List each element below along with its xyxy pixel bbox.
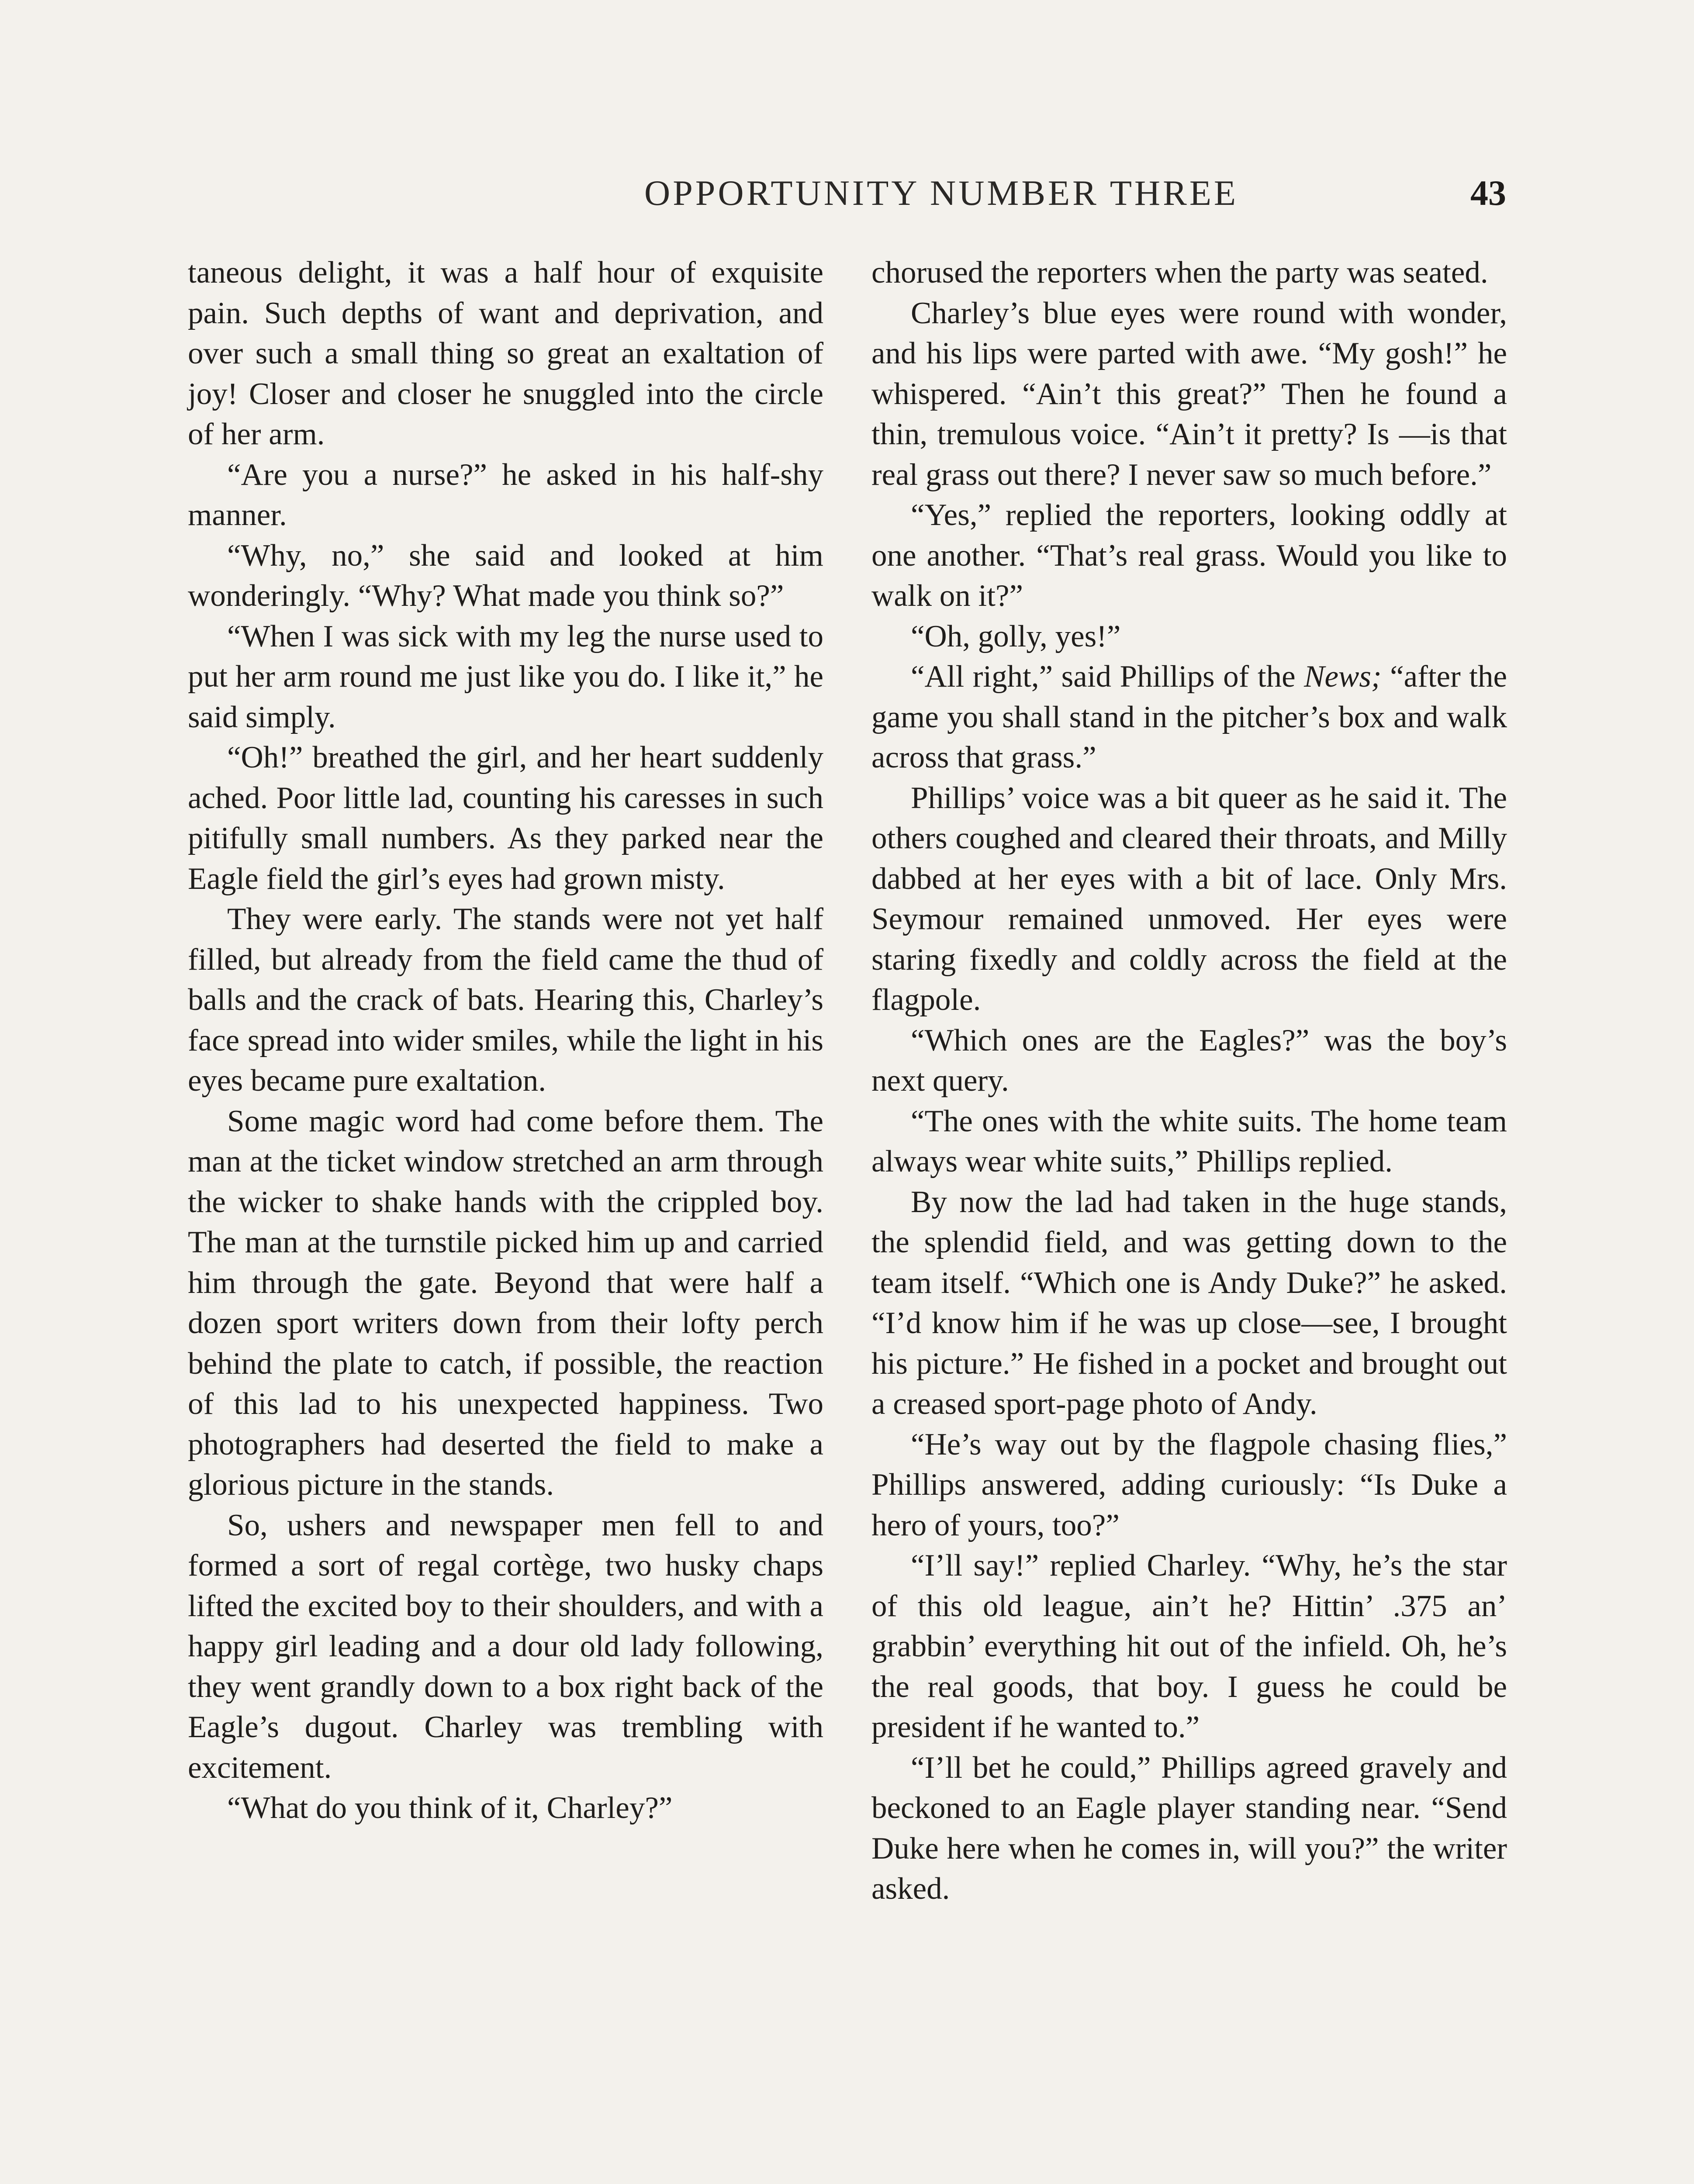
paragraph: “He’s way out by the flagpole chasing flies,” Phillips answered, adding curiously: “Is Duke a hero of yours, too?” xyxy=(871,1427,1507,1542)
paragraph: Phillips’ voice was a bit queer as he said it. The others coughed and cleared their throats, and Milly dabbed at her eyes with a bit of lace. Only Mrs. Seymour remained unmoved. Her eyes were staring fixedly and coldly across the field at the flagpole. xyxy=(871,781,1507,1017)
paragraph-with-italic xyxy=(871,657,1507,778)
paragraph: Some magic word had come before them. The man at the ticket window stretched an arm through the wicker to shake hands with the crippled boy. The man at the turnstile picked him up and carried him through the gate. Beyond that were half a dozen sport writers down from their lofty perch behind the plate to catch, if possible, the reaction of this lad to his unexpected happiness. Two photographers had deserted the field to make a glorious picture in the stands. xyxy=(188,1104,823,1502)
text-run: “after the game you shall stand in the pitcher’s box and walk across that grass.” xyxy=(871,660,1507,774)
paragraph: “The ones with the white suits. The home team always wear white suits,” Phillips replied. xyxy=(871,1104,1507,1178)
newspaper-name: News; xyxy=(1304,660,1382,694)
running-head: OPPORTUNITY NUMBER THREE xyxy=(644,173,1239,213)
paragraph: “Yes,” replied the reporters, looking oddly at one another. “That’s real grass. Would you like to walk on it?” xyxy=(871,498,1507,613)
paragraph: They were early. The stands were not yet half filled, but already from the field came the thud of balls and the crack of bats. Hearing this, Charley’s face spread into wider smiles, while the light in his eyes became pure exaltation. xyxy=(188,902,823,1098)
right-column xyxy=(871,252,1507,1909)
paragraph: “Are you a nurse?” he asked in his half-shy manner. xyxy=(188,457,823,532)
paragraph: So, ushers and newspaper men fell to and formed a sort of regal cortège, two husky chaps lifted the excited boy to their shoulders, and with a happy girl leading and a dour old lady following, they went grandly down to a box right back of the Eagle’s dugout. Charley was trembling with excitement. xyxy=(188,1508,823,1785)
paragraph: “What do you think of it, Charley?” xyxy=(227,1791,673,1825)
paragraph: “I’ll bet he could,” Phillips agreed gravely and beckoned to an Eagle player standing near. “Send Duke here when he comes in, will you?” the writer asked. xyxy=(871,1750,1507,1906)
paragraph: “Why, no,” she said and looked at him wonderingly. “Why? What made you think so?” xyxy=(188,538,823,613)
text-run: “All right,” said Phillips of the xyxy=(911,660,1304,694)
paragraph: “Oh!” breathed the girl, and her heart suddenly ached. Poor little lad, counting his caresses in such pitifully small numbers. As they parked near the Eagle field the girl’s eyes had grown misty. xyxy=(188,740,823,896)
paragraph: taneous delight, it was a half hour of exquisite pain. Such depths of want and deprivation, and over such a small thing so great an exaltation of joy! Closer and closer he snuggled into the circle of her arm. xyxy=(188,256,823,451)
page-number: 43 xyxy=(1470,173,1506,213)
paragraph: chorused the reporters when the party was seated. xyxy=(871,256,1488,290)
page-header xyxy=(188,173,1506,229)
paragraph: “When I was sick with my leg the nurse used to put her arm round me just like you do. I like it,” he said simply. xyxy=(188,619,823,734)
paragraph: “Oh, golly, yes!” xyxy=(911,619,1121,653)
paragraph: Charley’s blue eyes were round with wonder, and his lips were parted with awe. “My gosh!” he whispered. “Ain’t this great?” Then he found a thin, tremulous voice. “Ain’t it pretty? Is —is that real grass out there? I never saw so much before.” xyxy=(871,296,1507,492)
left-column xyxy=(188,252,823,1828)
paragraph: “I’ll say!” replied Charley. “Why, he’s the star of this old league, ain’t he? Hittin’ .375 an’ grabbin’ everything hit out of the infield. Oh, he’s the real goods, that boy. I guess he could be president if he wanted to.” xyxy=(871,1548,1507,1744)
paragraph: By now the lad had taken in the huge stands, the splendid field, and was getting down to the team itself. “Which one is Andy Duke?” he asked. “I’d know him if he was up close—see, I brought his picture.” He fished in a pocket and brought out a creased sport-page photo of Andy. xyxy=(871,1185,1507,1421)
paragraph: “Which ones are the Eagles?” was the boy’s next query. xyxy=(871,1023,1507,1098)
